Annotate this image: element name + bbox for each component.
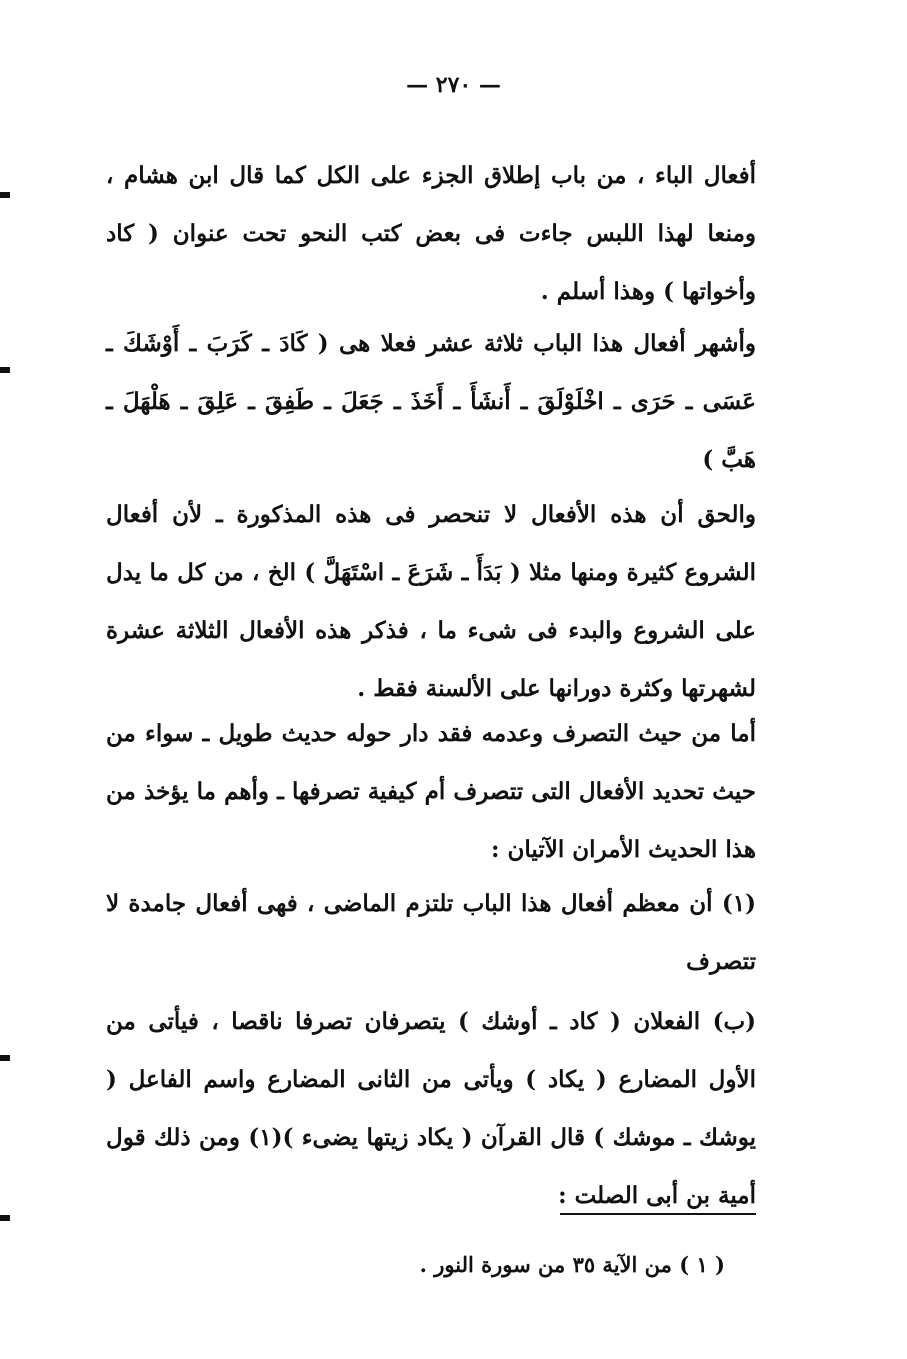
paragraph-verbs-list: وأشهر أفعال هذا الباب ثلاثة عشر فعلا هى ( كَادَ ـ كَرَبَ ـ أَوْشَكَ ـ عَسَى ـ حَرَى ـ اخْلَوْلَقَ ـ أَنشَأَ ـ أَخَذَ ـ جَعَلَ ـ طَفِقَ ـ عَلِقَ ـ هَلْهَلَ ـ هَبَّ )	[106, 330, 756, 473]
paragraph-intro: أفعال الباء ، من باب إطلاق الجزء على الكل كما قال ابن هشام ، ومنعا لهذا اللبس جاءت فى بعض كتب النحو تحت عنوان ( كاد وأخواتها ) وهذا أسلم .	[106, 162, 756, 305]
paragraph-inception-verbs: والحق أن هذه الأفعال لا تنحصر فى هذه المذكورة ـ لأن أفعال الشروع كثيرة ومنها مثلا ( بَدَأَ ـ شَرَعَ ـ اسْتَهَلَّ ) الخ ، من كل ما يدل على الشروع والبدء فى شىء ما ، فذكر هذه الأفعال الثلاثة عشرة لشهرتها وكثرة دورانها على الألسنة فقط .	[106, 501, 756, 702]
margin-mark	[0, 367, 10, 373]
footnote: ( ١ ) من الآية ٣٥ من سورة النور .	[419, 1252, 725, 1277]
footnote-divider	[560, 1213, 756, 1215]
paragraph-inflection: أما من حيث التصرف وعدمه فقد دار حوله حديث طويل ـ سواء من حيث تحديد الأفعال التى تتصرف أم كيفية تصرفها ـ وأهم ما يؤخذ من هذا الحديث الأمران الآتيان :	[106, 720, 756, 863]
paragraph-point-b: (ب) الفعلان ( كاد ـ أوشك ) يتصرفان تصرفا ناقصا ، فيأتى من الأول المضارع ( يكاد ) ويأتى من الثانى المضارع واسم الفاعل ( يوشك ـ موشك ) قال القرآن ( يكاد زيتها يضىء )(١) ومن ذلك قول أمية بن أبى الصلت :	[106, 1008, 756, 1209]
page-number: — ٢٧٠ —	[406, 72, 501, 98]
margin-mark	[0, 192, 10, 198]
margin-mark	[0, 1215, 10, 1221]
margin-mark	[0, 1055, 10, 1061]
paragraph-point-a: (١) أن معظم أفعال هذا الباب تلتزم الماضى ، فهى أفعال جامدة لا تتصرف	[106, 890, 756, 975]
